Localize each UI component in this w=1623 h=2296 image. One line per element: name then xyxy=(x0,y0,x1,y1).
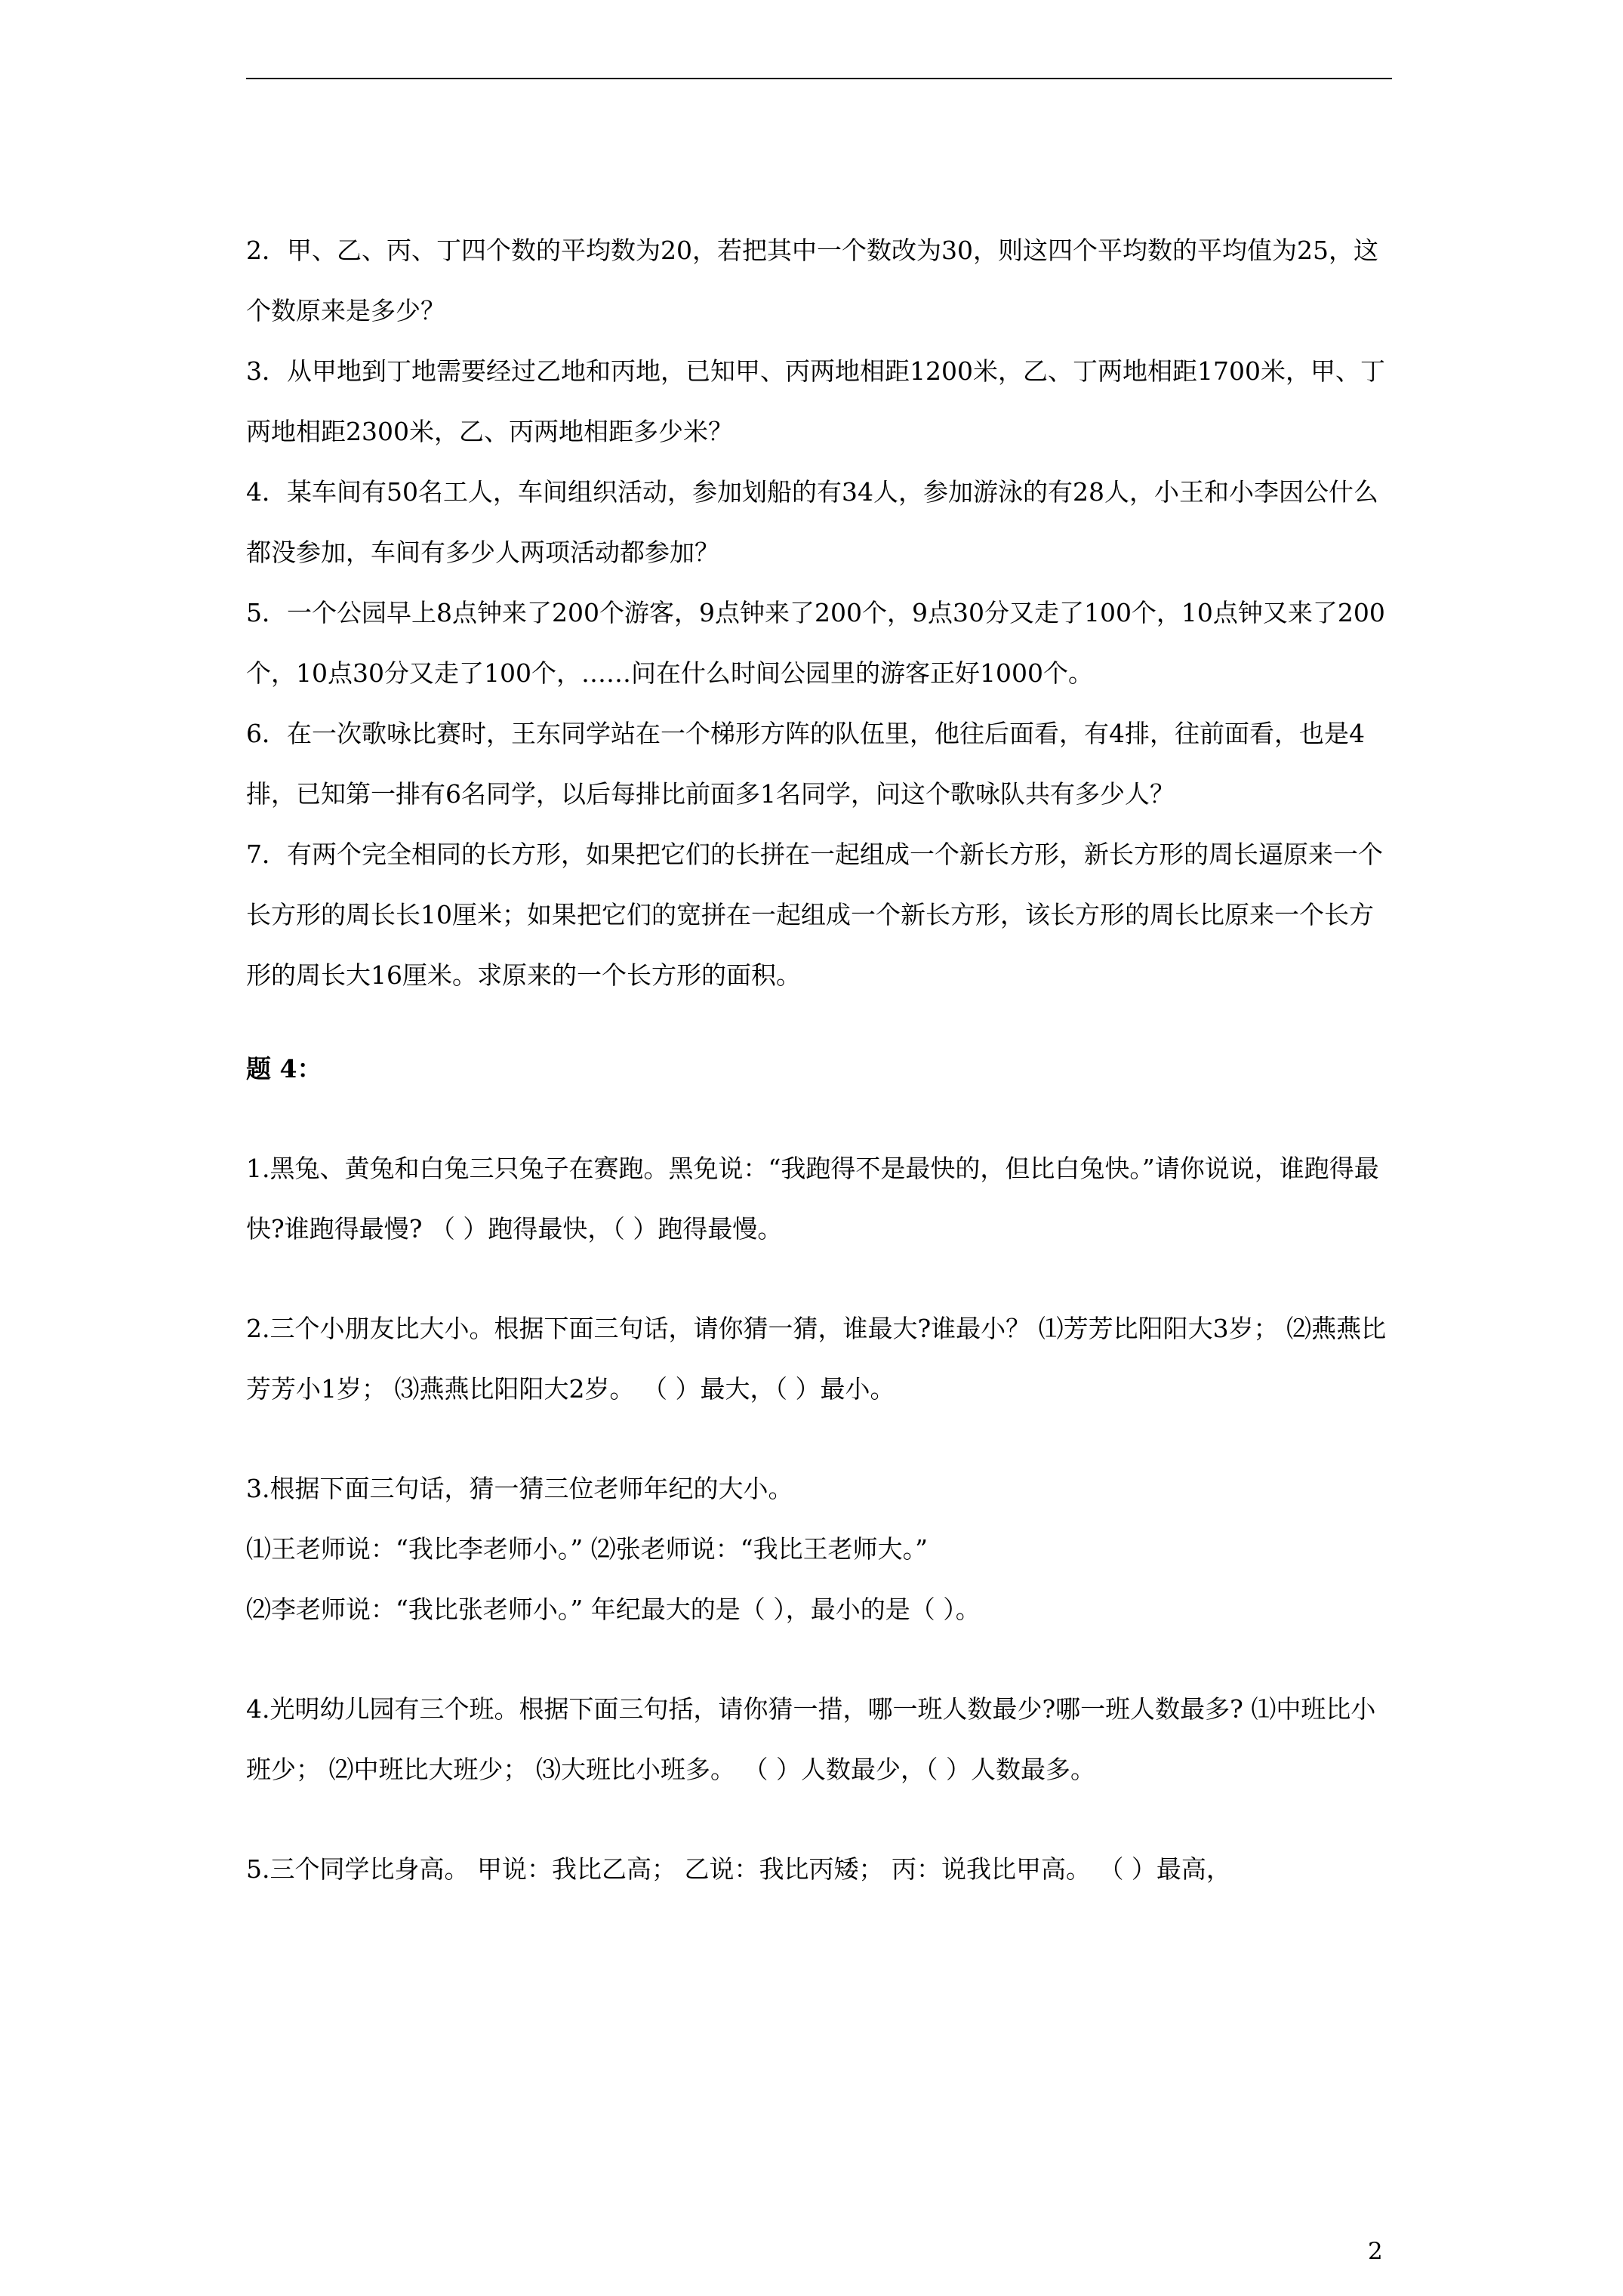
spacer xyxy=(246,1099,1397,1139)
problem-5: 5．一个公园早上8点钟来了200个游客，9点钟来了200个，9点30分又走了100个，10点钟又来了200个，10点30分又走了100个，……问在什么时间公园里的游客正好1000个。 xyxy=(246,598,1385,688)
spacer xyxy=(246,1006,1397,1039)
problem-3: 3．从甲地到丁地需要经过乙地和丙地，已知甲、丙两地相距1200米，乙、丁两地相距1700米，甲、丁两地相距2300米，乙、丙两地相距多少米？ xyxy=(246,356,1385,446)
spacer xyxy=(246,1640,1397,1679)
question-4: 4.光明幼儿园有三个班。根据下面三句括，请你猜一措，哪一班人数最少?哪一班人数最多? ⑴中班比小班少； ⑵中班比大班少； ⑶大班比小班多。 （ ）人数最少，（ ）人数最多。 xyxy=(246,1694,1376,1784)
page-number: 2 xyxy=(1368,2238,1383,2265)
spacer xyxy=(246,1259,1397,1299)
problem-7: 7．有两个完全相同的长方形，如果把它们的长拼在一起组成一个新长方形，新长方形的周长逼原来一个长方形的周长长10厘米；如果把它们的宽拼在一起组成一个新长方形，该长方形的周长比原来一个长方形的周长大16厘米。求原来的一个长方形的面积。 xyxy=(246,840,1383,990)
spacer xyxy=(246,1800,1397,1839)
problem-4: 4．某车间有50名工人，车间组织活动，参加划船的有34人，参加游泳的有28人，小王和小李因公什么都没参加，车间有多少人两项活动都参加？ xyxy=(246,477,1378,567)
question-3-line-2: ⑴王老师说：“我比李老师小。” ⑵张老师说：“我比王老师大。” xyxy=(246,1534,928,1564)
section-title: 题 4： xyxy=(246,1054,322,1083)
question-1: 1.黑兔、黄兔和白兔三只兔子在赛跑。黑免说：“我跑得不是最快的，但比白兔快。”请你说说，谁跑得最快?谁跑得最慢? （ ）跑得最快，（ ）跑得最慢。 xyxy=(246,1154,1379,1244)
header-rule xyxy=(246,78,1392,79)
problem-2: 2．甲、乙、丙、丁四个数的平均数为20，若把其中一个数改为30，则这四个平均数的平均值为25，这个数原来是多少？ xyxy=(246,236,1378,325)
problem-6: 6．在一次歌咏比赛时，王东同学站在一个梯形方阵的队伍里，他往后面看，有4排，往前面看，也是4排，已知第一排有6名同学，以后每排比前面多1名同学，问这个歌咏队共有多少人？ xyxy=(246,719,1365,809)
question-3-line-1: 3.根据下面三句话，猜一猜三位老师年纪的大小。 xyxy=(246,1474,793,1503)
question-5: 5.三个同学比身高。 甲说：我比乙高； 乙说：我比丙矮； 丙：说我比甲高。 （ ）最高， xyxy=(246,1854,1231,1884)
page-content xyxy=(246,220,1397,1900)
question-3-line-3: ⑵李老师说：“我比张老师小。” 年纪最大的是（ ），最小的是（ ）。 xyxy=(246,1595,981,1624)
spacer xyxy=(246,1419,1397,1459)
question-2: 2.三个小朋友比大小。根据下面三句话，请你猜一猜，谁最大?谁最小？ ⑴芳芳比阳阳大3岁； ⑵燕燕比芳芳小1岁； ⑶燕燕比阳阳大2岁。 （ ）最大，（ ）最小。 xyxy=(246,1314,1387,1404)
